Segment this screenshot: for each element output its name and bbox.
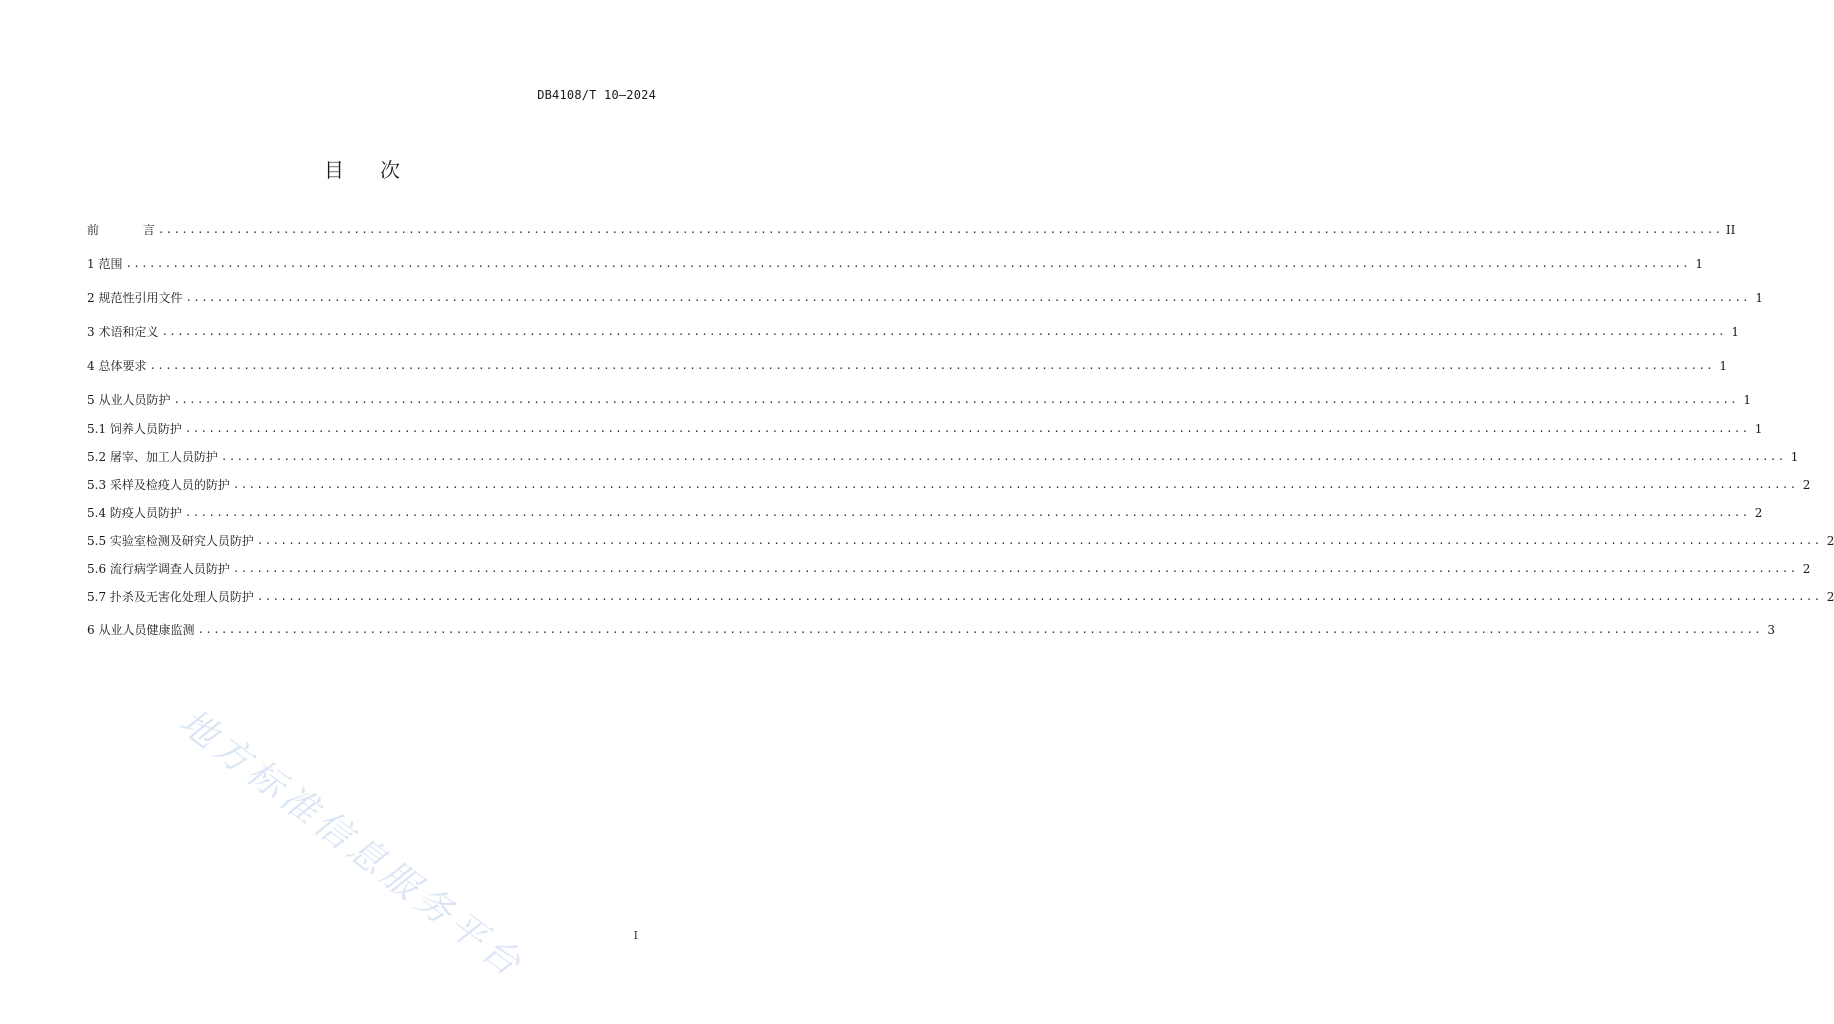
toc-entry-label: 5.7 扑杀及无害化处理人员防护 bbox=[87, 590, 254, 604]
toc-entry-label: 5 从业人员防护 bbox=[87, 393, 171, 407]
toc-entry-page: 1 bbox=[1731, 325, 1739, 339]
toc-entry-label: 2 规范性引用文件 bbox=[87, 291, 183, 305]
toc-entry-5-1[interactable] bbox=[87, 419, 1763, 439]
toc-dot-leader: ........................................................................................................................................................................................................ bbox=[125, 257, 1690, 270]
toc-entry-page: 2 bbox=[1754, 506, 1763, 520]
toc-entry-page: 1 bbox=[1790, 450, 1799, 464]
watermark-text: 地方标准信息服务平台 bbox=[171, 701, 532, 988]
toc-entry-label: 4 总体要求 bbox=[87, 359, 147, 373]
toc-entry-page: 1 bbox=[1743, 393, 1751, 407]
toc-entry-page: 2 bbox=[1826, 534, 1834, 548]
toc-entry-foreword[interactable] bbox=[87, 220, 1736, 240]
toc-dot-leader: ........................................................................................................................................................................................................ bbox=[184, 506, 1750, 519]
toc-entry-label: 5.6 流行病学调查人员防护 bbox=[87, 562, 230, 576]
toc-dot-leader: ........................................................................................................................................................................................................ bbox=[256, 590, 1822, 603]
toc-entry-page: 1 bbox=[1755, 291, 1763, 305]
toc-entry-page: 1 bbox=[1695, 257, 1703, 271]
toc-dot-leader: ........................................................................................................................................................................................................ bbox=[157, 223, 1723, 236]
toc-heading-char-2: 次 bbox=[380, 158, 400, 182]
toc-dot-leader: ........................................................................................................................................................................................................ bbox=[161, 325, 1726, 338]
toc-entry-page: 1 bbox=[1754, 422, 1763, 436]
toc-entry-label: 5.3 采样及检疫人员的防护 bbox=[87, 478, 230, 492]
toc-dot-leader: ........................................................................................................................................................................................................ bbox=[220, 450, 1786, 463]
page-number: I bbox=[633, 929, 638, 942]
toc-entry-5-7[interactable] bbox=[87, 587, 1834, 607]
toc-entry-label: 5.5 实验室检测及研究人员防护 bbox=[87, 534, 254, 548]
toc-heading-char-1: 目 bbox=[324, 158, 344, 182]
toc-entry-label: 3 术语和定义 bbox=[87, 325, 159, 339]
toc-dot-leader: ........................................................................................................................................................................................................ bbox=[256, 534, 1822, 547]
toc-entry-6[interactable] bbox=[87, 620, 1775, 640]
toc-entry-page: 2 bbox=[1802, 562, 1811, 576]
toc-entry-5-5[interactable] bbox=[87, 531, 1834, 551]
toc-entry-5-4[interactable] bbox=[87, 503, 1763, 523]
toc-entry-label: 5.2 屠宰、加工人员防护 bbox=[87, 450, 218, 464]
toc-dot-leader: ........................................................................................................................................................................................................ bbox=[197, 623, 1762, 636]
toc-entry-5-2[interactable] bbox=[87, 447, 1799, 467]
toc-dot-leader: ........................................................................................................................................................................................................ bbox=[185, 291, 1750, 304]
toc-entry-5-3[interactable] bbox=[87, 475, 1811, 495]
toc-entry-page: 1 bbox=[1719, 359, 1727, 373]
toc-entry-label: 前 言 bbox=[87, 223, 155, 237]
toc-entry-2[interactable] bbox=[87, 288, 1763, 308]
toc-entry-3[interactable] bbox=[87, 322, 1739, 342]
toc-entry-label: 5.1 饲养人员防护 bbox=[87, 422, 182, 436]
toc-entry-label: 1 范围 bbox=[87, 257, 123, 271]
toc-dot-leader: ........................................................................................................................................................................................................ bbox=[184, 422, 1750, 435]
toc-dot-leader: ........................................................................................................................................................................................................ bbox=[173, 393, 1738, 406]
toc-entry-page: II bbox=[1725, 223, 1736, 237]
toc-entry-5-6[interactable] bbox=[87, 559, 1811, 579]
document-code: DB4108/T 10—2024 bbox=[537, 88, 656, 102]
toc-entry-page: 2 bbox=[1826, 590, 1834, 604]
toc-entry-1[interactable] bbox=[87, 254, 1703, 274]
toc-entry-label: 6 从业人员健康监测 bbox=[87, 623, 195, 637]
toc-entry-4[interactable] bbox=[87, 356, 1727, 376]
toc-dot-leader: ........................................................................................................................................................................................................ bbox=[232, 478, 1798, 491]
toc-entry-5[interactable] bbox=[87, 390, 1751, 410]
toc-entry-page: 3 bbox=[1767, 623, 1775, 637]
toc-dot-leader: ........................................................................................................................................................................................................ bbox=[232, 562, 1798, 575]
toc-entry-label: 5.4 防疫人员防护 bbox=[87, 506, 182, 520]
toc-dot-leader: ........................................................................................................................................................................................................ bbox=[149, 359, 1714, 372]
toc-heading bbox=[0, 154, 724, 183]
toc-entry-page: 2 bbox=[1802, 478, 1811, 492]
